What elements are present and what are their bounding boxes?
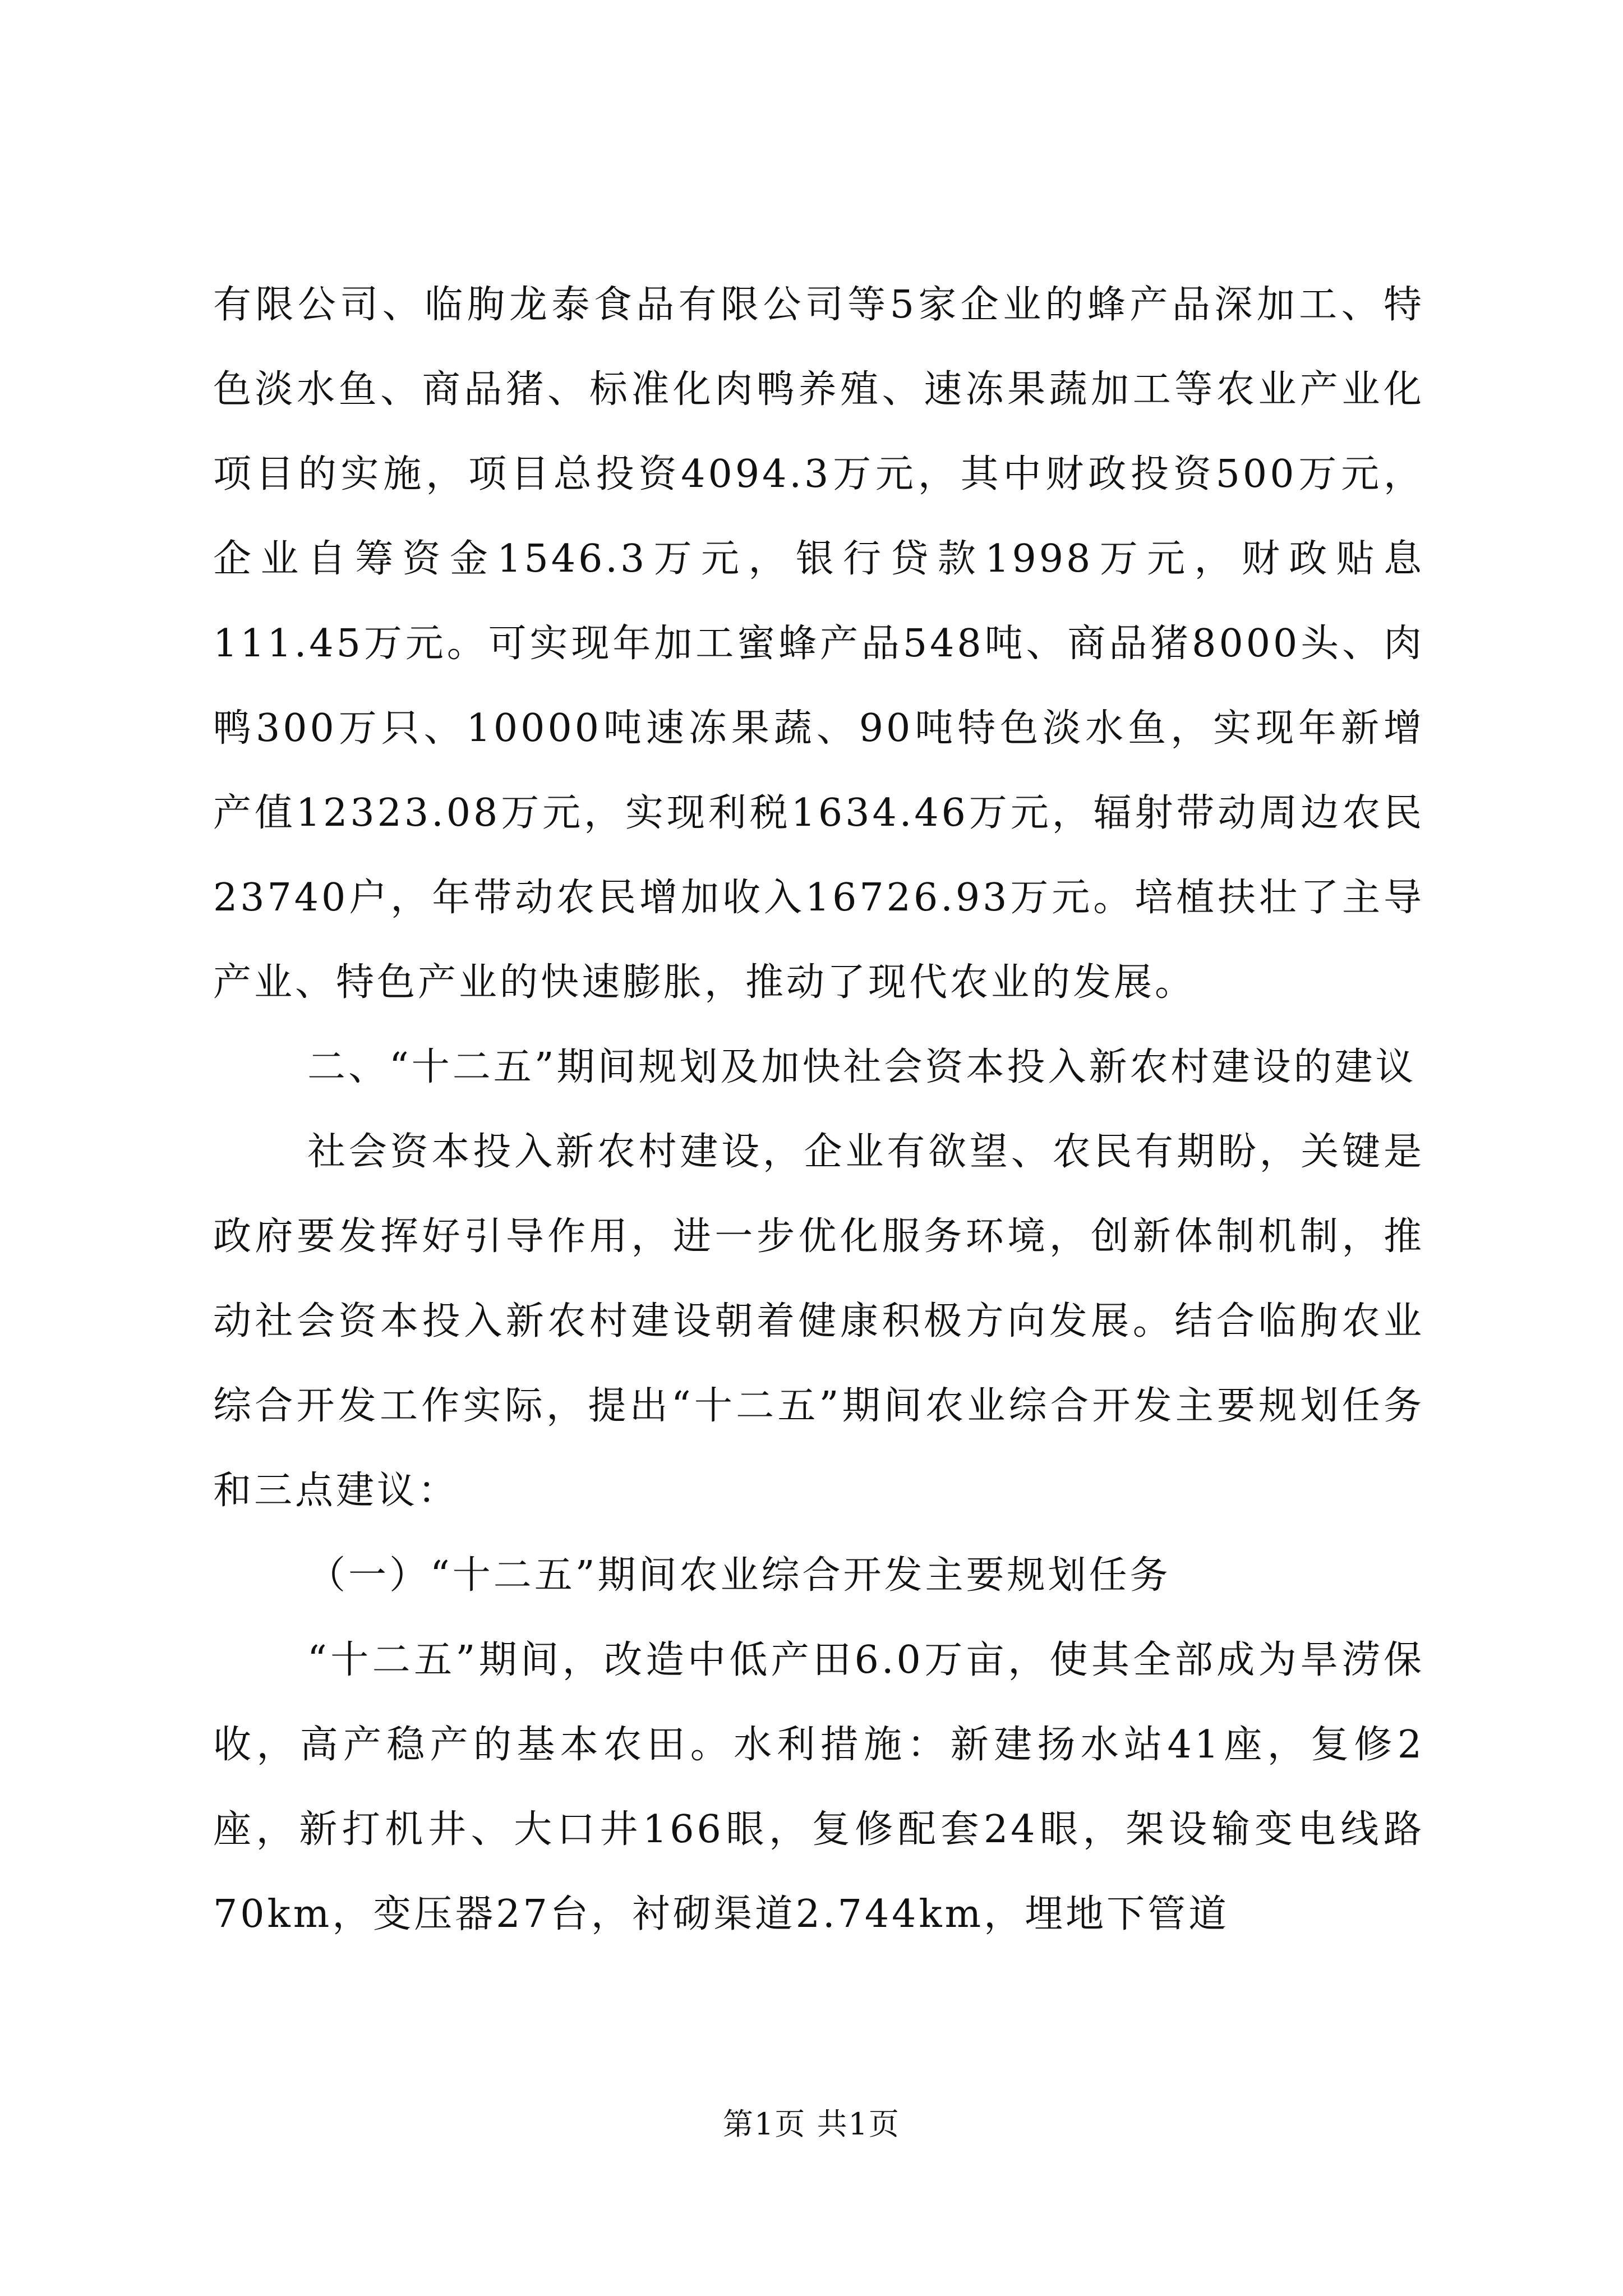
subsection-heading: （一）“十二五”期间农业综合开发主要规划任务 (307, 1553, 1171, 1598)
document-body (213, 263, 1424, 1957)
section-heading: 二、“十二五”期间规划及加快社会资本投入新农村建设的建议 (307, 1045, 1417, 1089)
page-footer: 第1页 共1页 (723, 2106, 900, 2142)
paragraph: 社会资本投入新农村建设，企业有欲望、农民有期盼，关键是政府要发挥好引导作用，进一步优化服务环境，创新体制机制，推动社会资本投入新农村建设朝着健康积极方向发展。结合临朐农业综合开发工作实际，提出“十二五”期间农业综合开发主要规划任务和三点建议： (213, 1130, 1424, 1513)
paragraph-continuation: 有限公司、临朐龙泰食品有限公司等5家企业的蜂产品深加工、特色淡水鱼、商品猪、标准化肉鸭养殖、速冻果蔬加工等农业产业化项目的实施，项目总投资4094.3万元，其中财政投资500万元，企业自筹资金1546.3万元，银行贷款1998万元，财政贴息111.45万元。可实现年加工蜜蜂产品548吨、商品猪8000头、肉鸭300万只、10000吨速冻果蔬、90吨特色淡水鱼，实现年新增产值12323.08万元，实现利税1634.46万元，辐射带动周边农民23740户，年带动农民增加收入16726.93万元。培植扶壮了主导产业、特色产业的快速膨胀，推动了现代农业的发展。 (213, 283, 1424, 1005)
paragraph: “十二五”期间，改造中低产田6.0万亩，使其全部成为旱涝保收，高产稳产的基本农田。水利措施：新建扬水站41座，复修2座，新打机井、大口井166眼，复修配套24眼，架设输变电线路70km，变压器27台，衬砌渠道2.744km，埋地下管道 (213, 1638, 1424, 1936)
